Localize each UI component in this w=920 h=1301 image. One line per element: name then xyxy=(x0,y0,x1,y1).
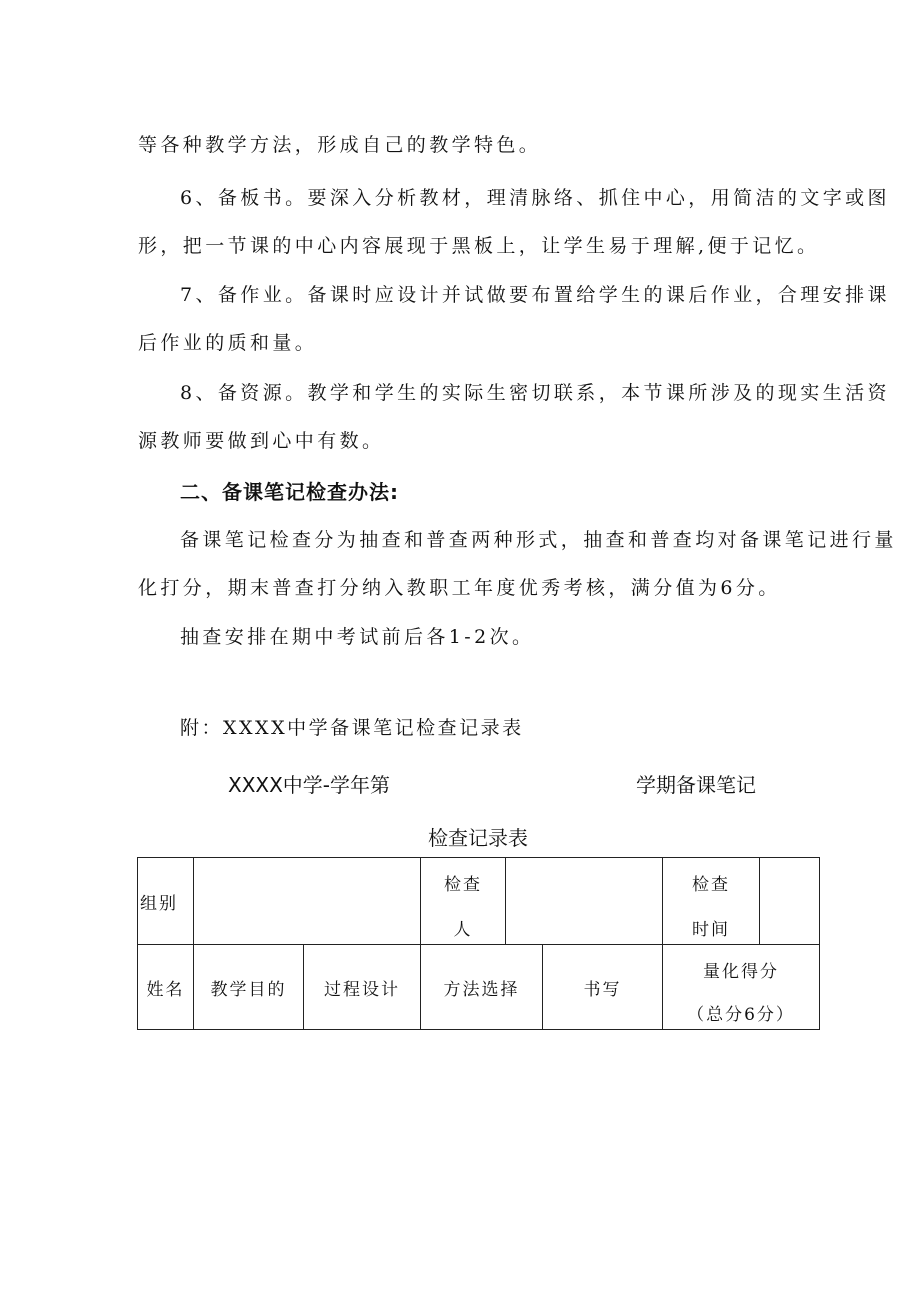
goal-header xyxy=(194,945,304,1030)
goal-header-label: 教学目的 xyxy=(210,979,287,1000)
score-header-note: （总分6分） xyxy=(687,1005,795,1025)
table-row xyxy=(138,945,820,1030)
inspector-label: 检查 xyxy=(444,875,482,895)
group-label-cell xyxy=(138,858,194,945)
time-value-cell[interactable] xyxy=(760,858,820,945)
inspector-label: 人 xyxy=(453,920,473,940)
score-header-label: 量化得分 xyxy=(703,962,779,982)
time-label: 检查 xyxy=(692,875,730,895)
paragraph-line: 抽查安排在期中考试前后各1-2次。 xyxy=(180,626,535,648)
score-header xyxy=(663,945,820,1030)
section-heading: 二、备课笔记检查办法: xyxy=(180,480,399,504)
method-header xyxy=(421,945,543,1030)
group-value-cell[interactable] xyxy=(194,858,421,945)
paragraph-line: 8、备资源。教学和学生的实际生密切联系，本节课所涉及的现实生活资 xyxy=(180,382,890,404)
table-title-line2: 检查记录表 xyxy=(428,826,528,850)
process-header xyxy=(304,945,421,1030)
group-label: 组别 xyxy=(140,893,178,914)
paragraph-line: 备课笔记检查分为抽查和普查两种形式，抽查和普查均对备课笔记进行量 xyxy=(180,529,897,551)
writing-header xyxy=(543,945,663,1030)
table-row xyxy=(138,858,820,945)
process-header-label: 过程设计 xyxy=(324,979,400,1000)
table-title-left: XXXX中学-学年第 xyxy=(228,773,391,797)
name-header-label: 姓名 xyxy=(146,979,185,1000)
inspector-label-cell xyxy=(421,858,506,945)
paragraph-line: 7、备作业。备课时应设计并试做要布置给学生的课后作业，合理安排课 xyxy=(180,284,890,306)
writing-header-label: 书写 xyxy=(583,979,622,1000)
time-label-cell xyxy=(663,858,760,945)
paragraph-line: 形，把一节课的中心内容展现于黑板上，让学生易于理解,便于记忆。 xyxy=(138,235,820,257)
paragraph-line: 6、备板书。要深入分析教材，理清脉络、抓住中心，用简洁的文字或图 xyxy=(180,187,890,209)
time-label: 时间 xyxy=(692,920,730,940)
record-table xyxy=(137,857,820,1030)
method-header-label: 方法选择 xyxy=(443,979,520,1000)
paragraph-line: 化打分，期末普查打分纳入教职工年度优秀考核，满分值为6分。 xyxy=(138,577,781,599)
name-header xyxy=(138,945,194,1030)
table-title-right: 学期备课笔记 xyxy=(636,773,756,797)
inspector-value-cell[interactable] xyxy=(506,858,663,945)
appendix-note: 附：XXXX中学备课笔记检查记录表 xyxy=(180,717,524,739)
paragraph-line: 后作业的质和量。 xyxy=(138,332,318,354)
paragraph-line: 源教师要做到心中有数。 xyxy=(138,430,385,452)
paragraph-line: 等各种教学方法，形成自己的教学特色。 xyxy=(138,134,542,156)
